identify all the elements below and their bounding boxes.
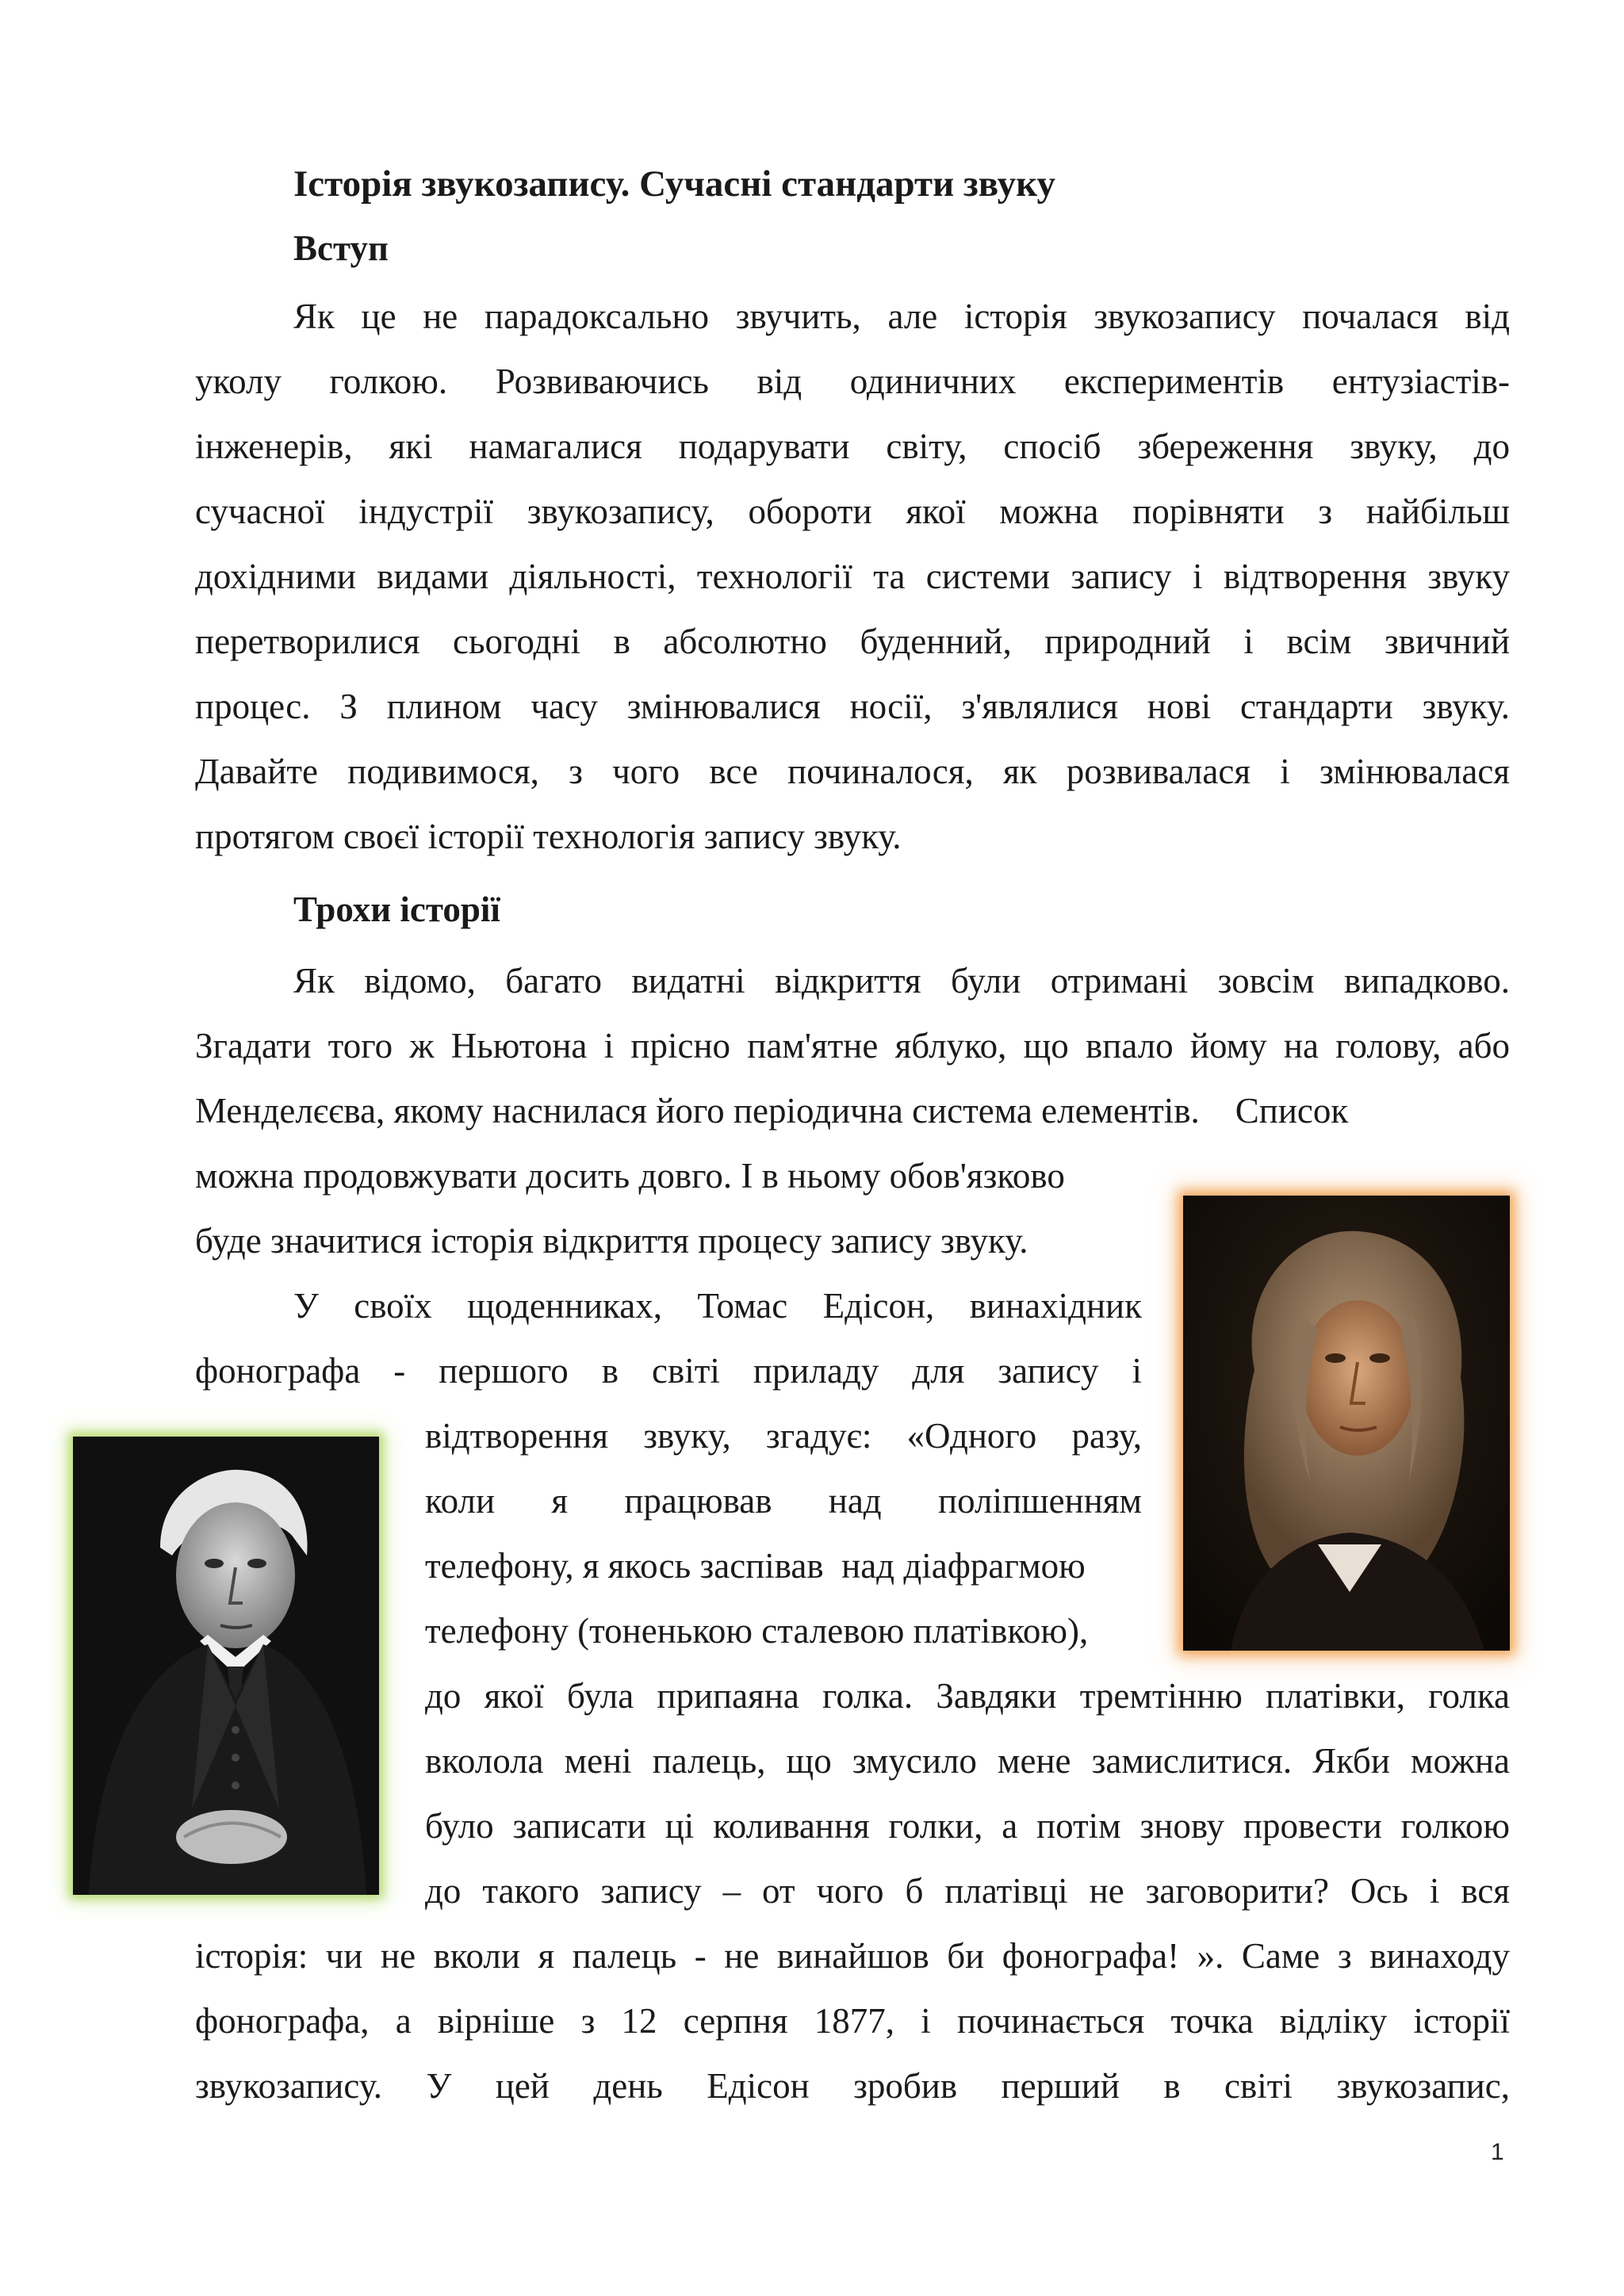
paragraph-line: Як відомо, багато видатні відкриття були отримані зовсім випадково. [293,961,1510,1001]
paragraph-line: відтворення звуку, згадує: «Одного разу, [425,1416,1142,1456]
section-heading-intro: Вступ [293,228,389,268]
paragraph-line: було записати ці коливання голки, а потім знову провести голкою [425,1806,1510,1846]
portrait-image [1183,1196,1510,1651]
paragraph-line: уколу голкою. Розвиваючись від одиничних експериментів ентузіастів- [195,362,1510,401]
paragraph-line: сучасної індустрії звукозапису, обороти якої можна порівняти з найбільш [195,492,1510,531]
paragraph-line: інженерів, які намагалися подарувати світу, спосіб збереження звуку, до [195,427,1510,466]
paragraph-line: протягом своєї історії технологія запису звуку. [195,817,902,856]
paragraph-line: звукозапису. У цей день Едісон зробив перший в світі звукозапис, [195,2066,1510,2106]
paragraph-line: фонографа - першого в світі приладу для запису і [195,1351,1142,1391]
paragraph-line: коли я працював над поліпшенням [425,1481,1142,1521]
page-number: 1 [1491,2139,1504,2165]
paragraph-line: перетворилися сьогодні в абсолютно буденний, природний і всім звичний [195,622,1510,661]
paragraph-line: Згадати того ж Ньютона і прісно пам'ятне яблуко, що впало йому на голову, або [195,1026,1510,1066]
paragraph-line: фонографа, а вірніше з 12 серпня 1877, і починається точка відліку історії [195,2001,1510,2041]
paragraph-line: Менделєєва, якому наснилася його періодична система елементів. Список [195,1091,1349,1131]
paragraph-line: процес. З плином часу змінювалися носії, з'являлися нові стандарти звуку. [195,687,1510,726]
paragraph-line: до якої була припаяна голка. Завдяки тремтінню платівки, голка [425,1676,1510,1716]
paragraph-line: Як це не парадоксально звучить, але історія звукозапису почалася від [293,297,1510,336]
paragraph-line: можна продовжувати досить довго. І в ньому обов'язково [195,1156,1065,1196]
newton-portrait-image [1183,1196,1510,1651]
document-title: Історія звукозапису. Сучасні стандарти звуку [293,163,1055,205]
edison-portrait-image [73,1437,379,1895]
portrait-image [73,1437,379,1895]
paragraph-line: У своїх щоденниках, Томас Едісон, винахідник [293,1286,1142,1326]
paragraph-line: телефону (тоненькою сталевою платівкою), [425,1611,1089,1651]
paragraph-line: телефону, я якось заспівав над діафрагмою [425,1546,1086,1586]
paragraph-line: Давайте подивимося, з чого все починалося, як розвивалася і змінювалася [195,752,1510,791]
paragraph-line: дохідними видами діяльності, технології та системи запису і відтворення звуку [195,557,1510,596]
section-heading-history: Трохи історії [293,890,500,929]
paragraph-line: буде значитися історія відкриття процесу запису звуку. [195,1221,1028,1261]
paragraph-line: до такого запису – от чого б платівці не заговорити? Ось і вся [425,1871,1510,1911]
paragraph-line: історія: чи не вколи я палець - не винайшов би фонографа! ». Саме з винаходу [195,1936,1510,1976]
paragraph-line: вколола мені палець, що змусило мене замислитися. Якби можна [425,1741,1510,1781]
